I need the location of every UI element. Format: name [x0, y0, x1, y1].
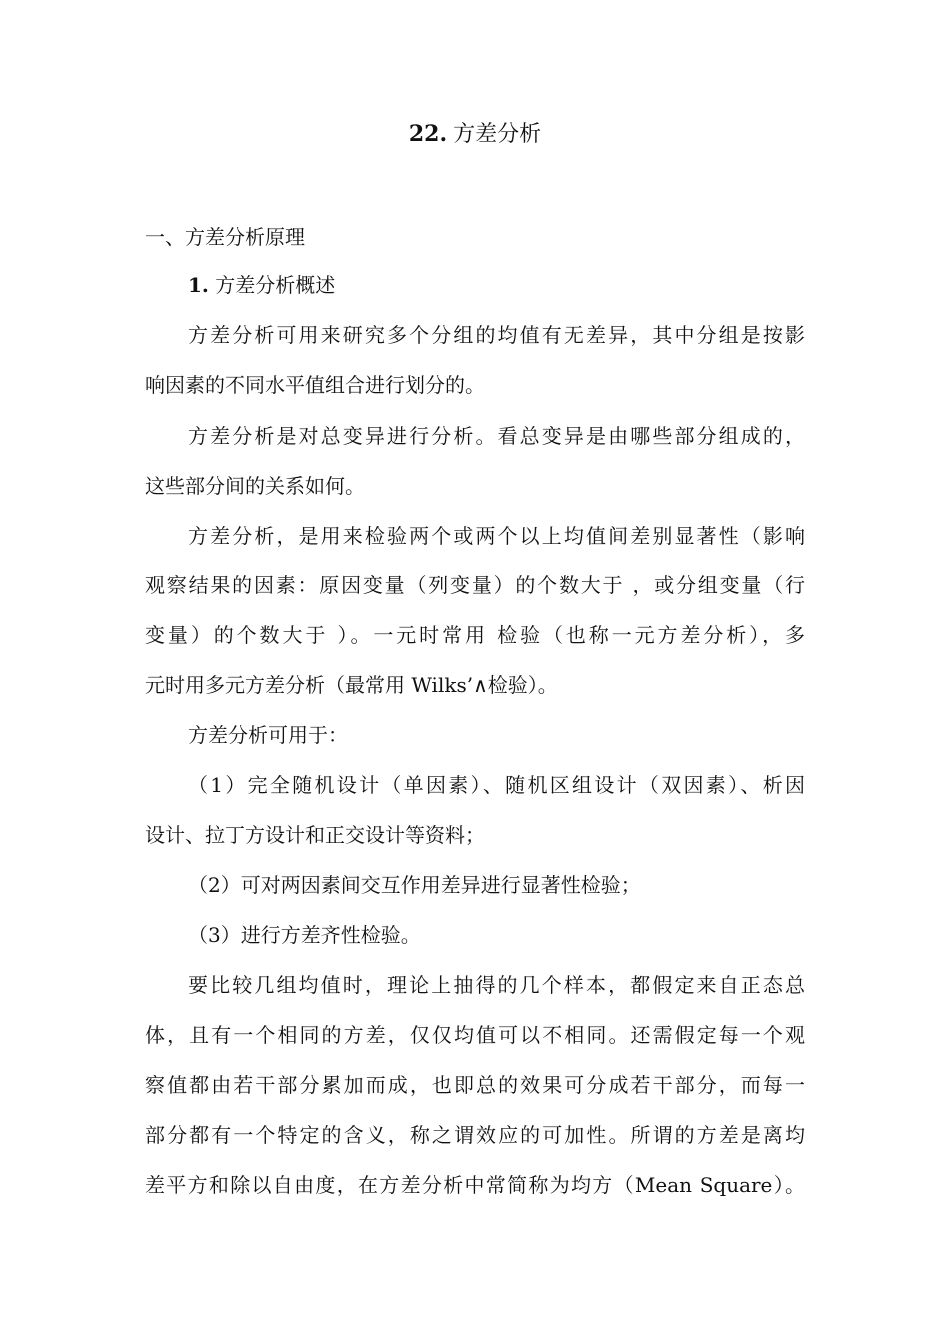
- list-item: （1）完全随机设计（单因素）、随机区组设计（双因素）、析因: [188, 773, 805, 797]
- paragraph-line: 元时用多元方差分析（最常用 Wilks’∧检验）。: [145, 673, 558, 697]
- subsection-text: 方差分析概述: [215, 273, 336, 297]
- page-title: [0, 118, 950, 151]
- paragraph-line: 变量）的个数大于 ）。一元时常用 检验（也称一元方差分析），多: [145, 623, 805, 647]
- paragraph-line: 方差分析可用来研究多个分组的均值有无差异，其中分组是按影: [188, 323, 805, 347]
- paragraph-line: 察值都由若干部分累加而成，也即总的效果可分成若干部分，而每一: [145, 1073, 805, 1097]
- paragraph-line: 部分都有一个特定的含义，称之谓效应的可加性。所谓的方差是离均: [145, 1123, 805, 1147]
- paragraph-line: 要比较几组均值时，理论上抽得的几个样本，都假定来自正态总: [188, 973, 805, 997]
- subsection-heading: [188, 270, 335, 300]
- list-item: 设计、拉丁方设计和正交设计等资料；: [145, 823, 485, 847]
- paragraph-line: 响因素的不同水平值组合进行划分的。: [145, 373, 485, 397]
- title-text: 方差分析: [453, 122, 542, 147]
- subsection-number: 1.: [188, 273, 209, 297]
- paragraph-line: 差平方和除以自由度，在方差分析中常简称为均方（Mean Square）。: [145, 1173, 805, 1197]
- paragraph-line: 方差分析，是用来检验两个或两个以上均值间差别显著性（影响: [188, 524, 805, 548]
- paragraph-line: 方差分析是对总变异进行分析。看总变异是由哪些部分组成的，: [188, 424, 805, 448]
- list-item: （3）进行方差齐性检验。: [188, 923, 421, 947]
- paragraph-line: 这些部分间的关系如何。: [145, 474, 365, 498]
- paragraph-line: 方差分析可用于：: [188, 723, 348, 747]
- paragraph-line: 观察结果的因素：原因变量（列变量）的个数大于 ，或分组变量（行: [145, 573, 805, 597]
- title-number: 22.: [408, 121, 448, 147]
- section-heading: 一、方差分析原理: [145, 225, 305, 249]
- paragraph-line: 体，且有一个相同的方差，仅仅均值可以不相同。还需假定每一个观: [145, 1023, 805, 1047]
- list-item: （2）可对两因素间交互作用差异进行显著性检验；: [188, 873, 641, 897]
